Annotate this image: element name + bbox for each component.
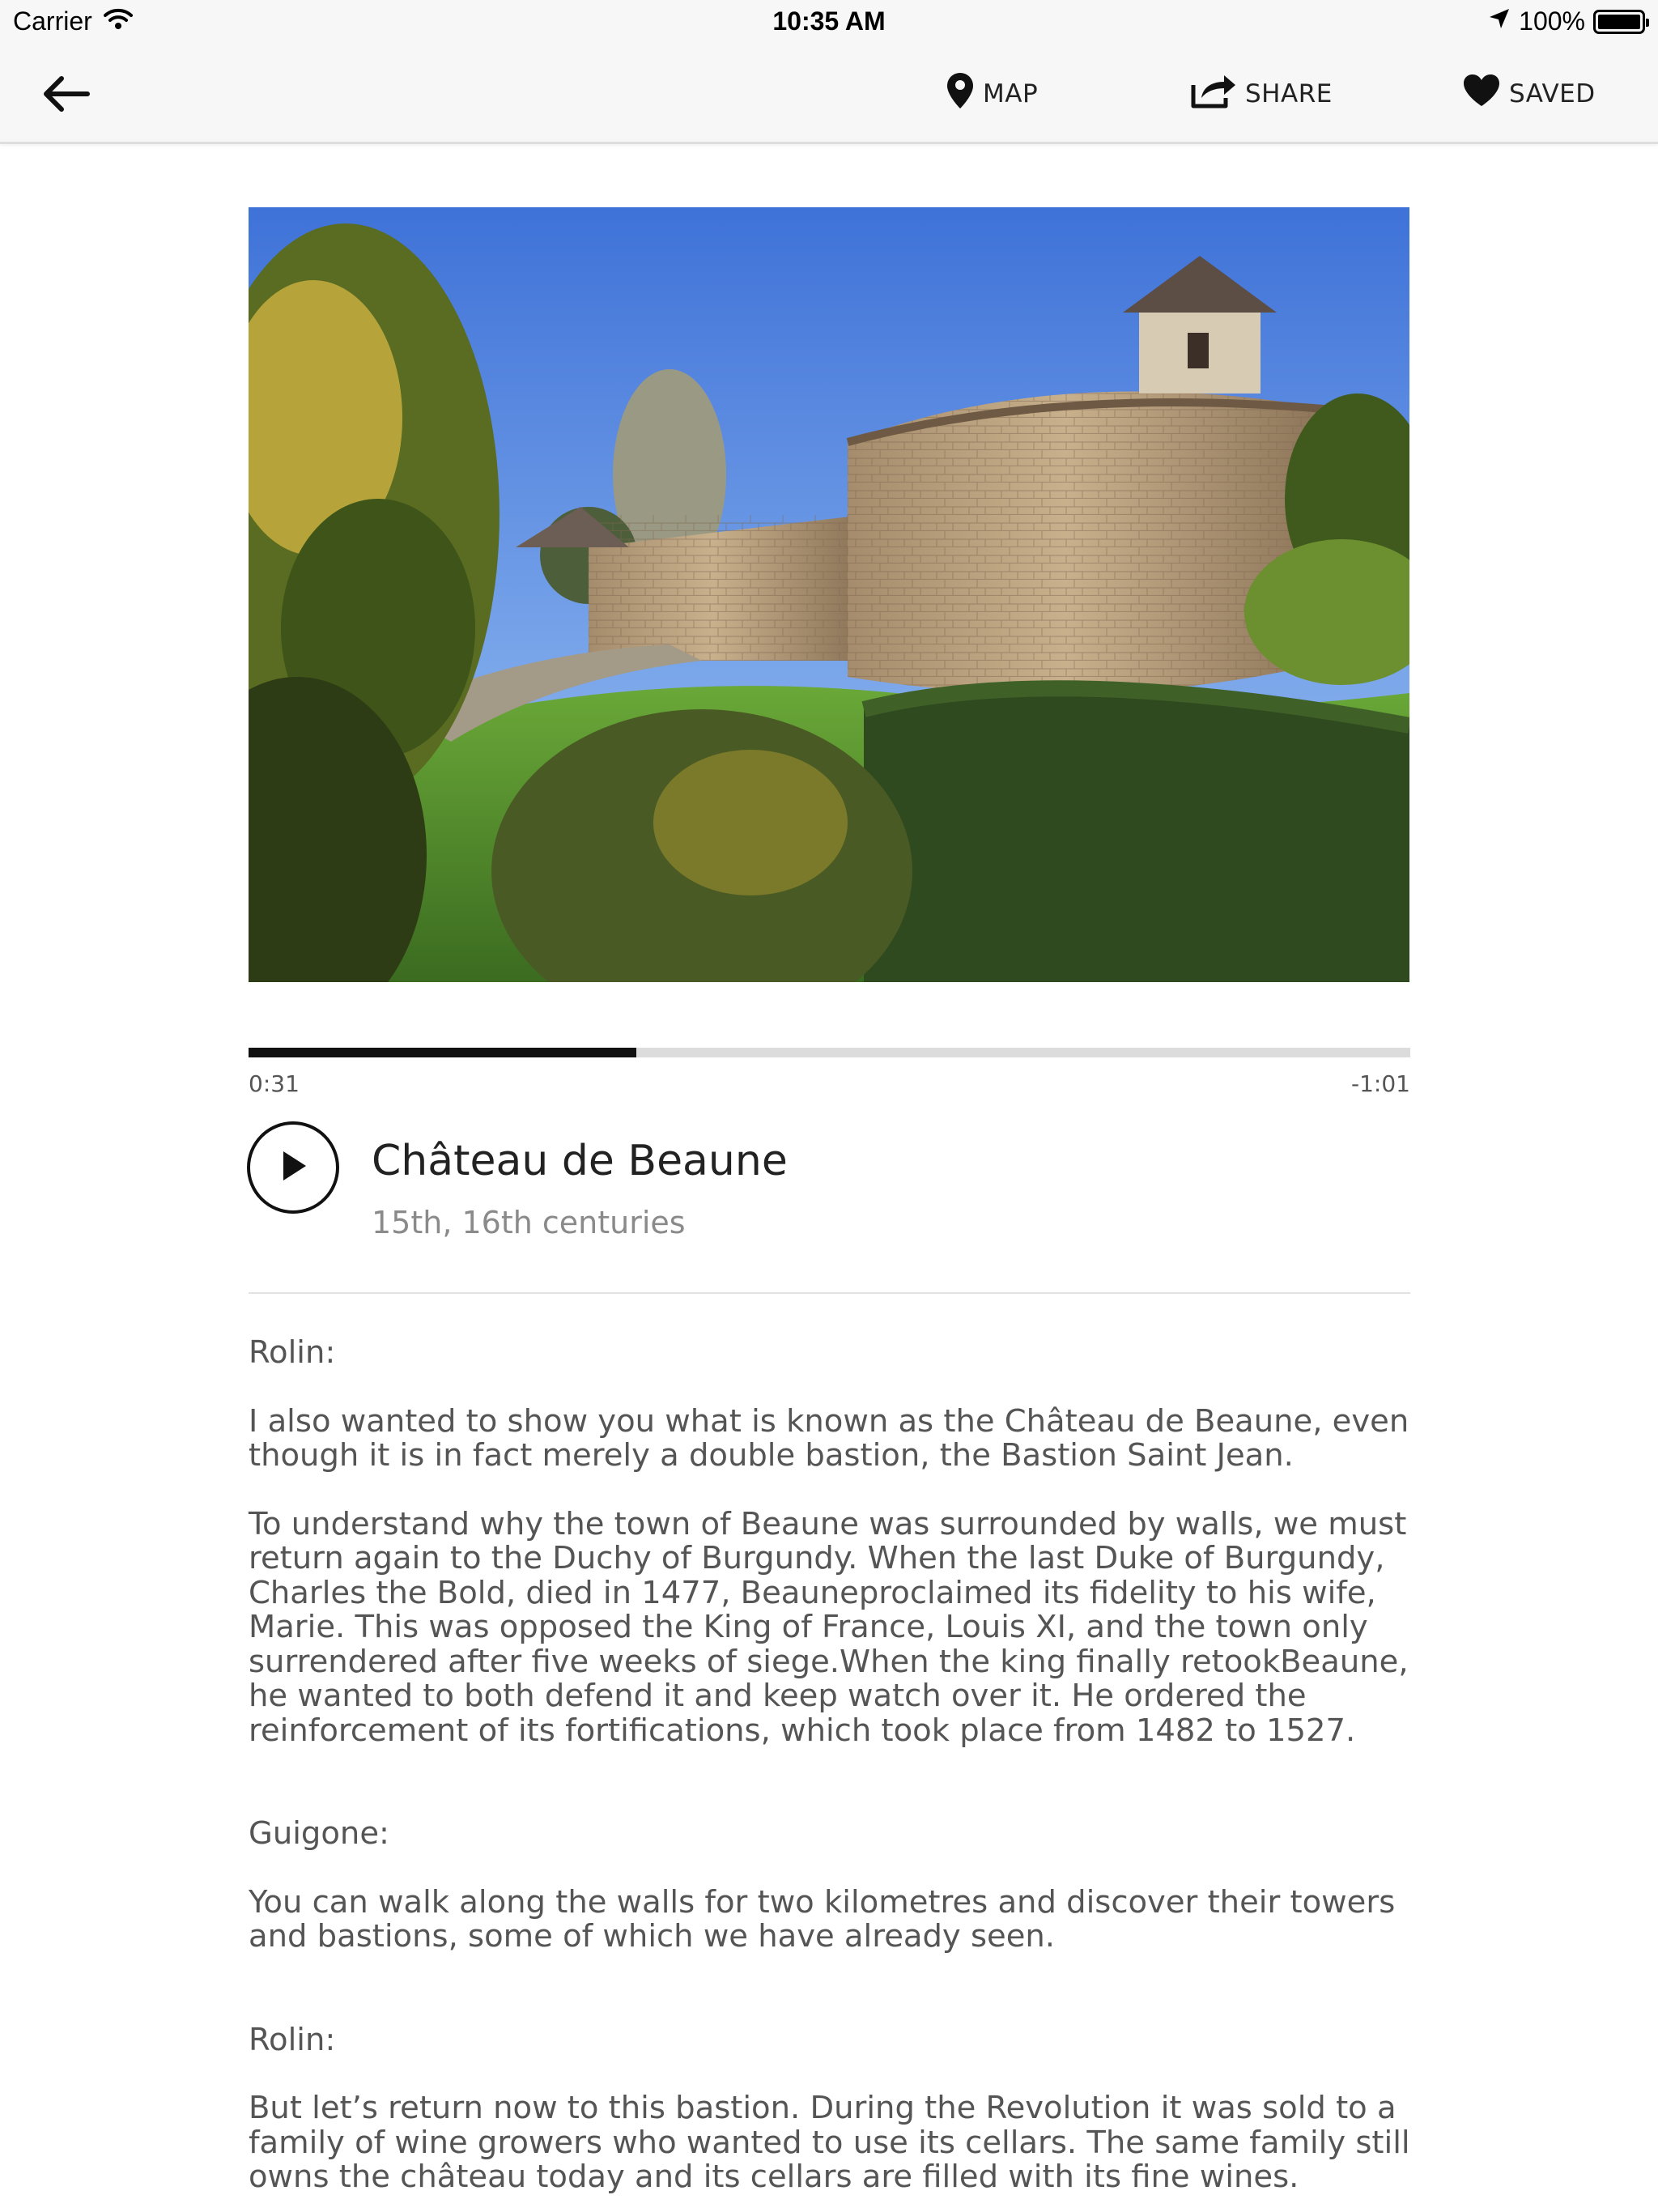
share-button[interactable] xyxy=(1190,70,1333,118)
map-pin-icon xyxy=(946,71,975,117)
remaining-time: -1:01 xyxy=(1351,1070,1410,1097)
track-subtitle: 15th, 16th centuries xyxy=(372,1205,686,1240)
transcript-paragraph: But let’s return now to this bastion. During the Revolution it was sold to a family of wine growers who wanted to use its cellars. The same family still owns the château today and its cellars are filled with its fine wines. xyxy=(249,2090,1410,2195)
hero-image xyxy=(249,207,1409,982)
status-right xyxy=(1488,6,1645,36)
clock: 10:35 AM xyxy=(772,6,886,36)
track-title: Château de Beaune xyxy=(372,1137,788,1185)
map-button[interactable] xyxy=(946,70,1038,118)
play-icon xyxy=(277,1148,309,1187)
heart-icon xyxy=(1462,74,1501,114)
chateau-photo xyxy=(249,207,1409,982)
share-label: SHARE xyxy=(1245,79,1333,108)
divider xyxy=(249,1292,1410,1294)
transcript xyxy=(249,1336,1414,2195)
transcript-paragraph: To understand why the town of Beaune was surrounded by walls, we must return again to the Duchy of Burgundy. When the last Duke of Burgundy, Charles the Bold, died in 1477, Beauneproclaimed its fidelity to his wife, Marie. This was opposed the King of France, Louis XI, and the town only surrendered after five weeks of siege.When the king finally retookBeaune, he wanted to both defend it and keep watch over it. He ordered the reinforcement of its fortifications, which took place from 1482 to 1527. xyxy=(249,1505,1409,1749)
saved-button[interactable] xyxy=(1462,70,1596,118)
audio-progress-fill xyxy=(249,1048,636,1057)
carrier-label: Carrier xyxy=(13,6,92,36)
speaker-label: Rolin: xyxy=(249,1334,336,1371)
play-button[interactable] xyxy=(247,1121,339,1214)
elapsed-time: 0:31 xyxy=(249,1070,300,1097)
map-label: MAP xyxy=(983,79,1039,108)
share-icon xyxy=(1190,72,1237,116)
transcript-paragraph: I also wanted to show you what is known as the Château de Beaune, even though it is in fact merely a double bastion, the Bastion Saint Jean. xyxy=(249,1402,1409,1474)
arrow-left-icon xyxy=(40,74,91,117)
speaker-label: Guigone: xyxy=(249,1815,389,1852)
location-arrow-icon xyxy=(1488,6,1511,36)
status-bar xyxy=(0,0,1658,45)
speaker-label: Rolin: xyxy=(249,2021,336,2058)
audio-progress-bar[interactable] xyxy=(249,1048,1410,1057)
battery-icon xyxy=(1593,10,1645,34)
transcript-paragraph: You can walk along the walls for two kilometres and discover their towers and bastions, some of which we have already seen. xyxy=(249,1883,1396,1955)
battery-percent: 100% xyxy=(1519,6,1585,36)
back-button[interactable] xyxy=(40,71,97,120)
nav-bar xyxy=(0,45,1658,144)
saved-label: SAVED xyxy=(1509,79,1596,108)
